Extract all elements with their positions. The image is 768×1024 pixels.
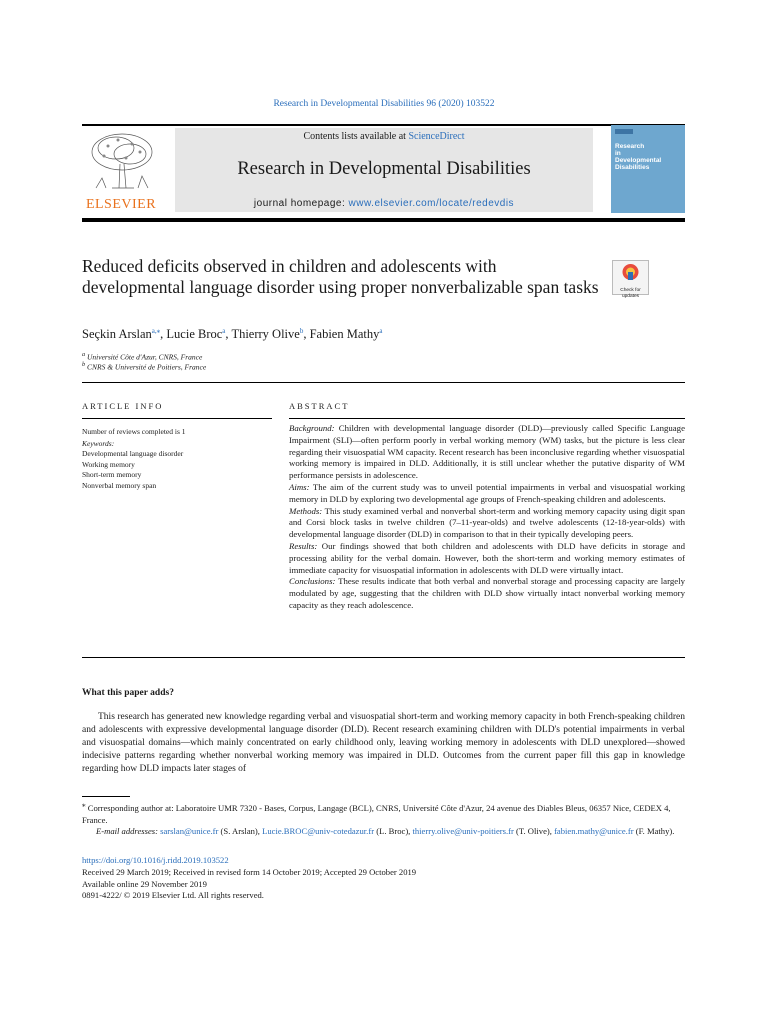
abstract-section: Conclusions: These results indicate that both verbal and nonverbal storage and processing capacity are largely modulated by age, suggesting that the children with DLD show virtually intact nonverbal working memory capacity as they reach adolescence.: [289, 576, 685, 610]
keywords-label: Keywords:: [82, 439, 115, 448]
check-for-updates-icon: [613, 261, 648, 283]
article-title: Reduced deficits observed in children and adolescents with developmental language disorder using proper nonverbalizable span tasks: [82, 256, 599, 297]
header-top-rule: [82, 124, 685, 126]
author-list: Seçkin Arslan$^{a,⁎}$, Lucie Broc$^a$, Thierry Olive$^b$, Fabien Mathy$^a$: [82, 327, 383, 342]
author-affiliation-mark[interactable]: a: [222, 327, 226, 335]
author-name: Fabien Mathy: [309, 327, 380, 342]
section-rule: [82, 382, 685, 383]
footnote-rule: [82, 796, 130, 797]
affiliation: $^a$ Université Côte d'Azur, CNRS, France: [82, 351, 203, 362]
footnotes: [82, 800, 685, 838]
check-for-updates-badge[interactable]: [612, 260, 649, 299]
abstract-section: Results: Our findings showed that both children and adolescents with DLD have deficits in storage and processing ability for the verbal domain. However, both the short-term and working memory estimates of immediate capacity for visuospatial information in adolescents with DLD were virtually intact.: [289, 540, 685, 575]
badge-label: Check for updates: [620, 288, 641, 299]
journal-citation-link[interactable]: Research in Developmental Disabilities 96 (2020) 103522: [273, 99, 495, 109]
abstract-heading: ABSTRACT: [289, 401, 350, 411]
abstract-body: [289, 423, 685, 612]
keyword-item: Short-term memory: [82, 470, 142, 479]
email-link[interactable]: fabien.mathy@unice.fr: [554, 826, 634, 837]
keyword-item: Nonverbal memory span: [82, 481, 157, 490]
reviews-count: Number of reviews completed is 1: [82, 427, 186, 436]
homepage-link[interactable]: www.elsevier.com/locate/redevdis: [348, 198, 515, 209]
received-dates: Received 29 March 2019; Received in revised form 14 October 2019; Accepted 29 October 2019: [82, 866, 417, 877]
email-link[interactable]: sarslan@unice.fr: [160, 826, 219, 837]
author-name: Thierry Olive: [231, 327, 300, 342]
author-name: Seçkin Arslan: [82, 327, 152, 342]
keyword-item: Working memory: [82, 460, 135, 469]
cover-title: Research in Developmental Disabilities: [615, 143, 662, 171]
abstract-section: Aims: The aim of the current study was to unveil potential impairments in verbal and visuospatial working memory in DLD by exploring two developmental age groups of French-speaking children and adolescents.: [289, 481, 685, 504]
abstract-section: Background: Children with developmental language disorder (DLD)—previously called Specific Language Impairment (SLI)—often perform poorly in verbal working memory (WM) tasks, but the picture is less clear regarding their visuospatial WM capacity. Recent research has been inconclusive regarding whether visuospatial working memory is impaired in DLD. Additionally, it is still unclear whether the putative disparity of WM performance persists in adolescence.: [289, 423, 685, 481]
copyright-line: 0891-4222/ © 2019 Elsevier Ltd. All rights reserved.: [82, 890, 264, 901]
abstract-rule: [289, 418, 685, 419]
corresponding-author-note: ⁎ Corresponding author at: Laboratoire UMR 7320 - Bases, Corpus, Langage (BCL), CNRS, Université Côte d'Azur, 24 avenue des Diables Bleus, 06357 Nice, CEDEX 4, France.: [82, 801, 671, 825]
header-bottom-rule: [82, 218, 685, 222]
elsevier-wordmark: ELSEVIER: [85, 197, 157, 212]
what-adds-heading: What this paper adds?: [82, 688, 174, 698]
sciencedirect-link[interactable]: ScienceDirect: [408, 131, 465, 142]
publication-history: [82, 855, 685, 902]
author-affiliation-mark[interactable]: a,⁎: [151, 327, 161, 335]
email-addresses: E-mail addresses: sarslan@unice.fr (S. Arslan), Lucie.BROC@univ-cotedazur.fr (L. Broc), thierry.olive@univ-poitiers.fr (T. Olive), fabien.mathy@unice.fr (F. Mathy).: [96, 826, 675, 837]
author-affiliation-mark[interactable]: a: [379, 327, 383, 335]
journal-name: Research in Developmental Disabilities: [237, 159, 531, 179]
available-online-date: Available online 29 November 2019: [82, 878, 207, 889]
journal-homepage: journal homepage: www.elsevier.com/locate/redevdis: [253, 198, 515, 209]
author-name: Lucie Broc: [166, 327, 223, 342]
affiliation: $^b$ CNRS & Université de Poitiers, France: [82, 361, 207, 372]
email-link[interactable]: Lucie.BROC@univ-cotedazur.fr: [262, 826, 375, 837]
author-affiliation-mark[interactable]: b: [299, 327, 304, 335]
cover-logo-bar: [615, 129, 633, 134]
abstract-section: Methods: This study examined verbal and nonverbal short-term and working memory capacity using digit span and Corsi block tasks in twelve children (7–11-year-olds) and twelve adolescents (12-18-year-olds) with developmental language disorder (DLD) in comparison to that in their typically developing peers.: [289, 505, 685, 540]
doi-link[interactable]: https://doi.org/10.1016/j.ridd.2019.103522: [82, 855, 229, 865]
what-adds-body: This research has generated new knowledge regarding verbal and visuospatial short-term and working memory capacity in both French-speaking children and adolescents with expressive developmental language disorder (DLD). Recent research examining children with DLD's potential impairments in verbal and visuospatial domains—which mainly concentrated on early childhood only, leaving working memory in adolescents with DLD unexplored—showed indecisive patterns regarding whether nonverbal working memory was impaired in DLD. Outcomes from the current paper fill this gap in knowledge regarding how DLD impacts later stages of: [82, 712, 685, 774]
section-rule: [82, 657, 685, 658]
keyword-item: Developmental language disorder: [82, 449, 184, 458]
email-link[interactable]: thierry.olive@univ-poitiers.fr: [412, 826, 514, 837]
contents-line: Contents lists available at ScienceDirect: [303, 131, 465, 142]
journal-cover-thumbnail: [611, 125, 685, 213]
article-info-heading: ARTICLE INFO: [82, 401, 164, 411]
article-info-rule: [82, 418, 272, 419]
